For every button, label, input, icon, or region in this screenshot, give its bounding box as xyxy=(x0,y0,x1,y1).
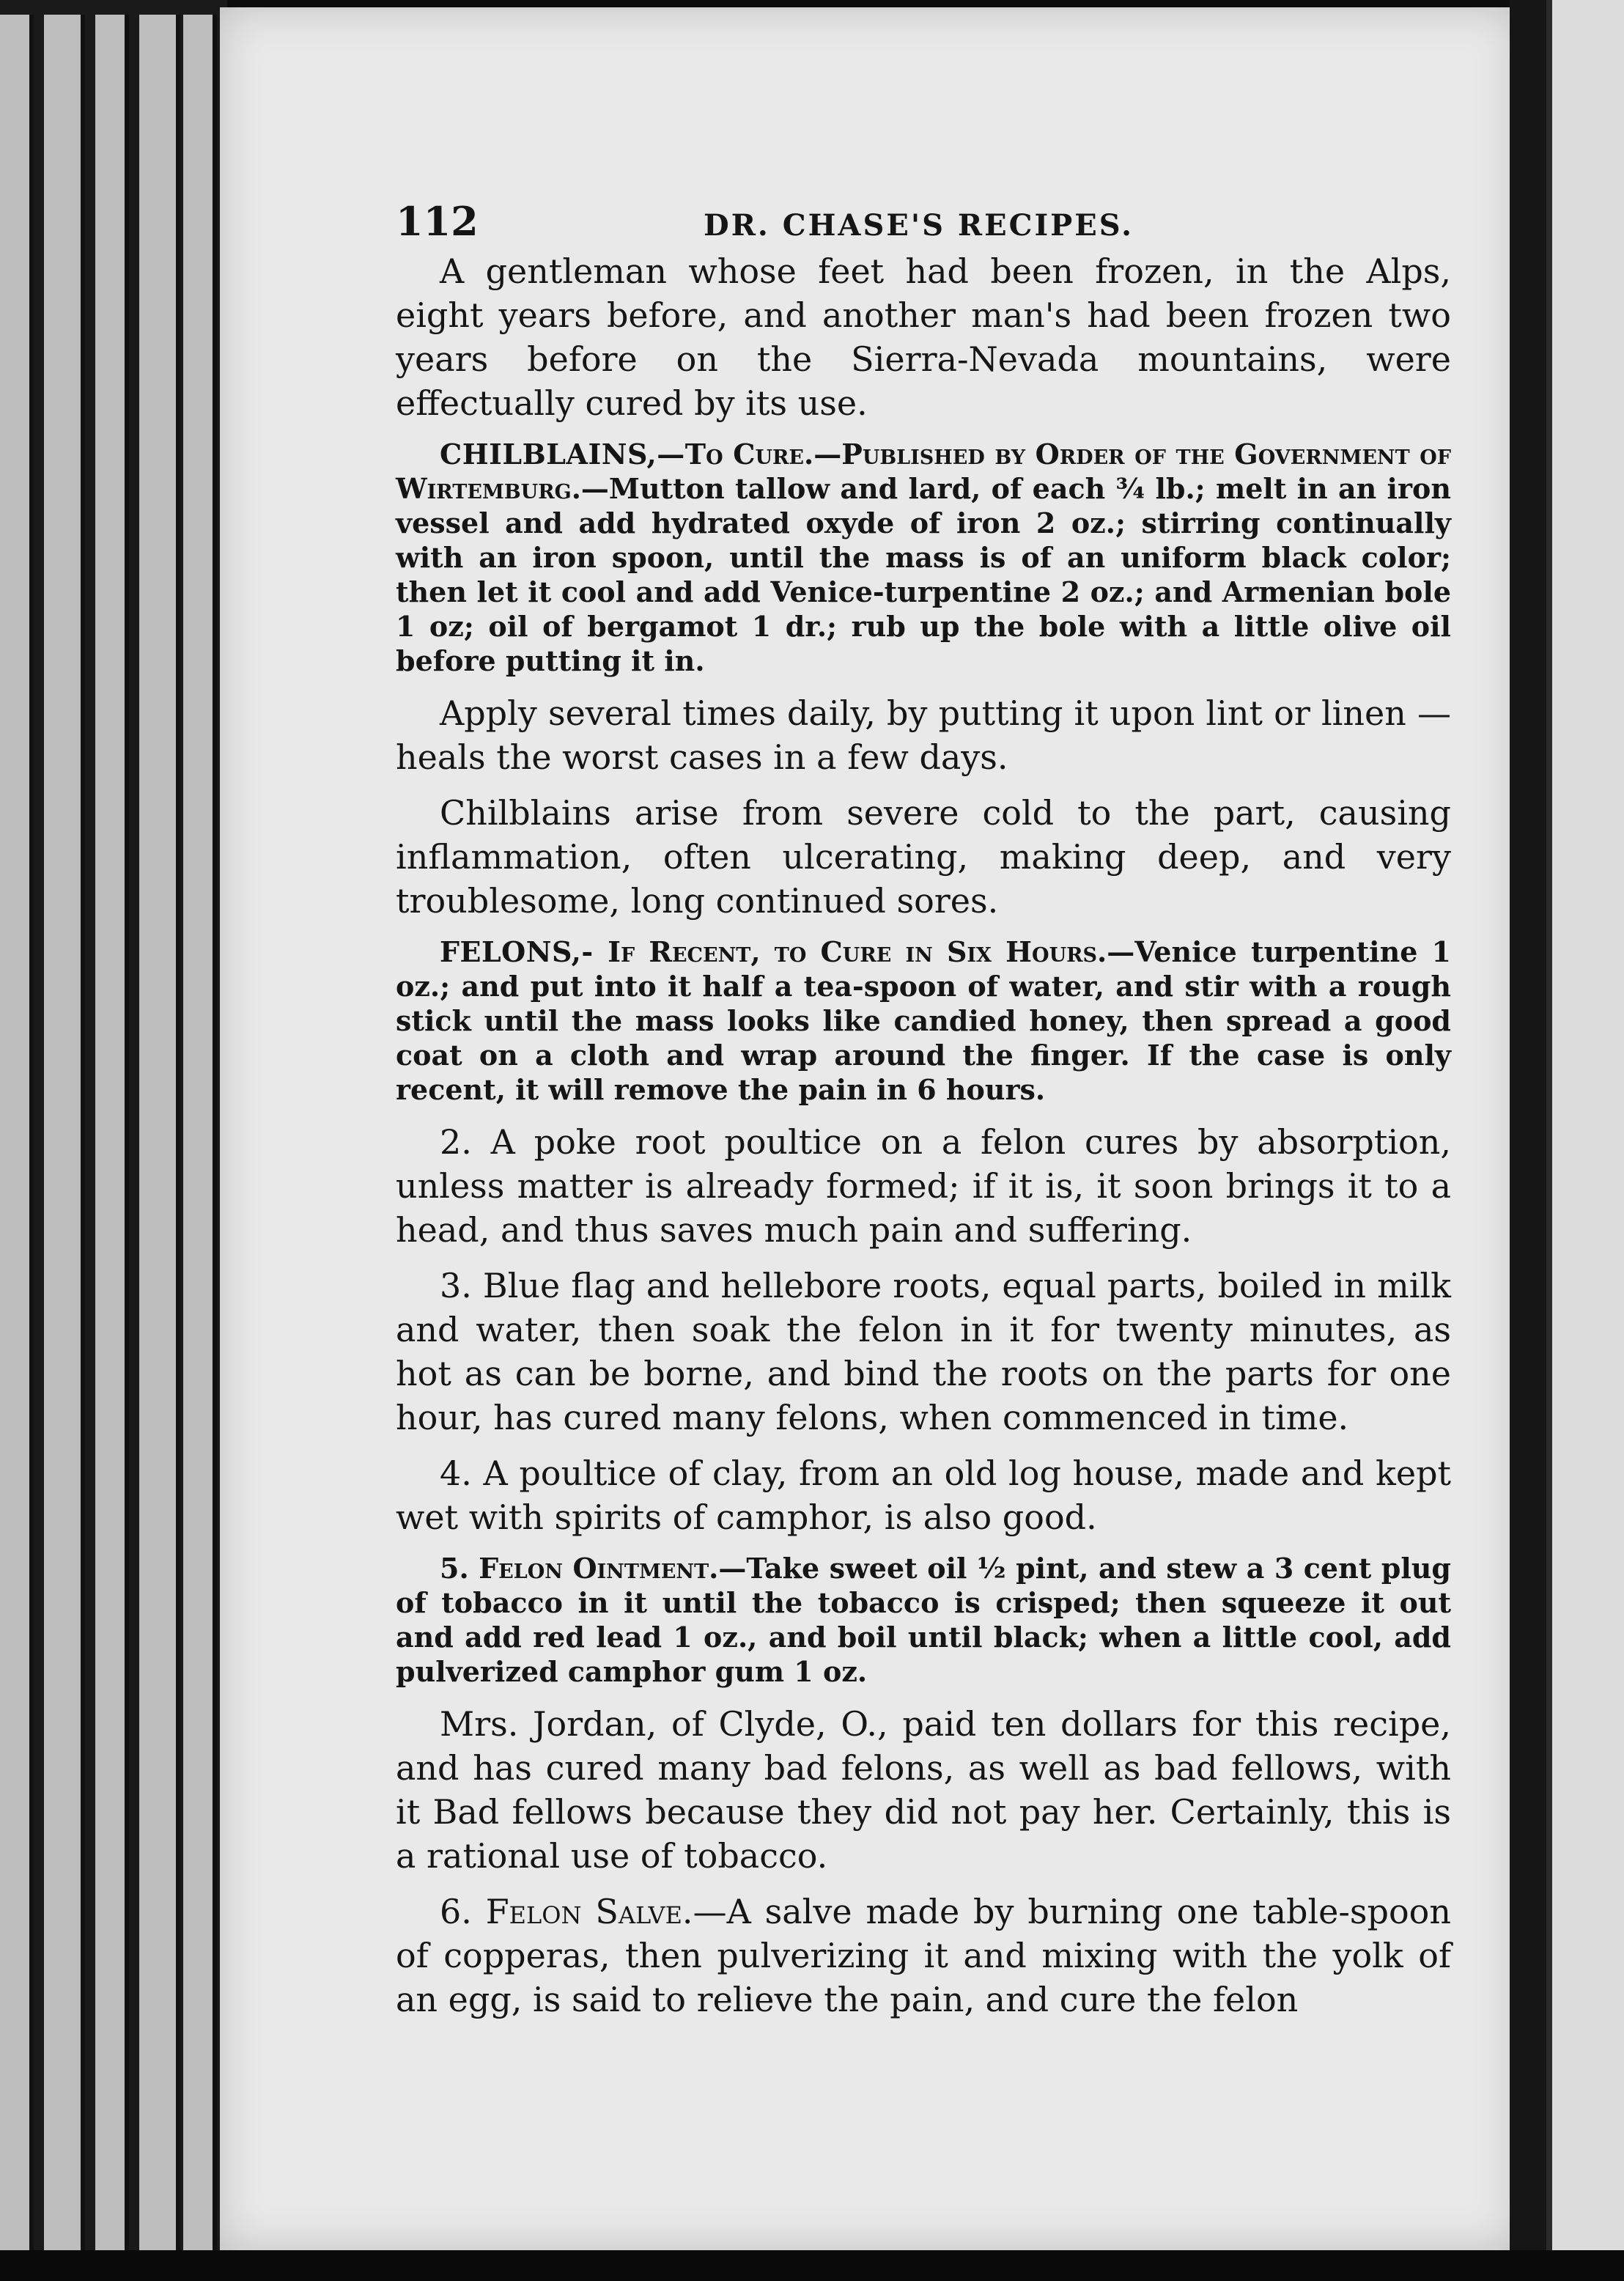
recipe-heading: To Cure.—Published by Order of the Government of Wirtemburg. xyxy=(396,438,1451,505)
book-page xyxy=(220,7,1517,2250)
page-edge xyxy=(95,15,129,2252)
paragraph-felon-4: 4. A poultice of clay, from an old log house, made and kept wet with spirits of camphor, is also good. xyxy=(396,1453,1451,1537)
recipe-text: —Mutton tallow and lard, of each ¾ lb.; melt in an iron vessel and add hydrated oxyde of iron 2 oz.; stirring continually with an iron spoon, until the mass is of an uniform black color; then let it cool and add Venice-turpentine 2 oz.; and Armenian bole 1 oz; oil of bergamot 1 dr.; rub up the bole with a little olive oil before putting it in. xyxy=(396,472,1451,677)
book-page-edges xyxy=(0,0,227,2281)
paragraph-felon-3: 3. Blue flag and hellebore roots, equal parts, boiled in milk and water, then soak the felon in it for twenty minutes, as hot as can be borne, and bind the roots on the parts for one hour, has cured many felons, when commenced in time. xyxy=(396,1266,1451,1437)
paragraph-apply: Apply several times daily, by putting it upon lint or linen —heals the worst cases in a few days. xyxy=(396,693,1451,777)
facing-page-edge xyxy=(1546,0,1624,2281)
page-edge xyxy=(139,15,180,2252)
paragraph-chilblains-recipe xyxy=(396,437,1451,678)
paragraph-chilblains-arise: Chilblains arise from severe cold to the part, causing inflammation, often ulcerating, making deep, and very troublesome, long continued sores. xyxy=(396,793,1451,921)
recipe-text: —A salve made by burning one table-spoon of copperas, then pulverizing it and mixing with the yolk of an egg, is said to relieve the pain, and cure the felon xyxy=(396,1892,1451,2019)
scan-border xyxy=(0,2250,1624,2281)
recipe-text: —Venice turpentine 1 oz.; and put into it half a tea-spoon of water, and stir with a rough stick until the mass looks like candied honey, then spread a good coat on a cloth and wrap around the finger. If the case is only recent, it will remove the pain in 6 hours. xyxy=(396,935,1451,1106)
page-edge xyxy=(0,15,34,2252)
paragraph-jordan: Mrs. Jordan, of Clyde, O., paid ten dollars for this recipe, and has cured many bad felons, as well as bad fellows, with it Bad fellows because they did not pay her. Certainly, this is a rational use of tobacco. xyxy=(396,1704,1451,1876)
recipe-lead: CHILBLAINS,— xyxy=(440,438,685,471)
page-edge xyxy=(183,15,217,2252)
paragraph-felon-2: 2. A poke root poultice on a felon cures by absorption, unless matter is already formed; if it is, it soon brings it to a head, and thus saves much pain and suffering. xyxy=(396,1122,1451,1250)
page-edge xyxy=(44,15,85,2252)
recipe-heading: Felon Salve. xyxy=(485,1892,693,1931)
recipe-heading: If Recent, to Cure in Six Hours. xyxy=(608,935,1107,968)
recipe-lead: 6. xyxy=(440,1892,486,1931)
paragraph-felon-5 xyxy=(396,1551,1451,1689)
paragraph-felon-6 xyxy=(396,1890,1451,2022)
recipe-lead: 5. xyxy=(440,1552,479,1585)
paragraph-felons-recipe xyxy=(396,935,1451,1107)
page-number: 112 xyxy=(396,198,479,245)
page-header xyxy=(396,183,1451,249)
recipe-text: —Take sweet oil ½ pint, and stew a 3 cent plug of tobacco in it until the tobacco is crisped; then squeeze it out and add red lead 1 oz., and boil until black; when a little cool, add pulverized camphor gum 1 oz. xyxy=(396,1552,1451,1688)
running-title: DR. CHASE'S RECIPES. xyxy=(704,208,1134,243)
recipe-heading: Felon Ointment. xyxy=(479,1552,719,1585)
page-content xyxy=(396,183,1451,2033)
recipe-lead: FELONS,- xyxy=(440,935,608,968)
paragraph-alps: A gentleman whose feet had been frozen, in the Alps, eight years before, and another man's had been frozen two years before on the Sierra-Nevada mountains, were effectually cured by its use. xyxy=(396,251,1451,423)
